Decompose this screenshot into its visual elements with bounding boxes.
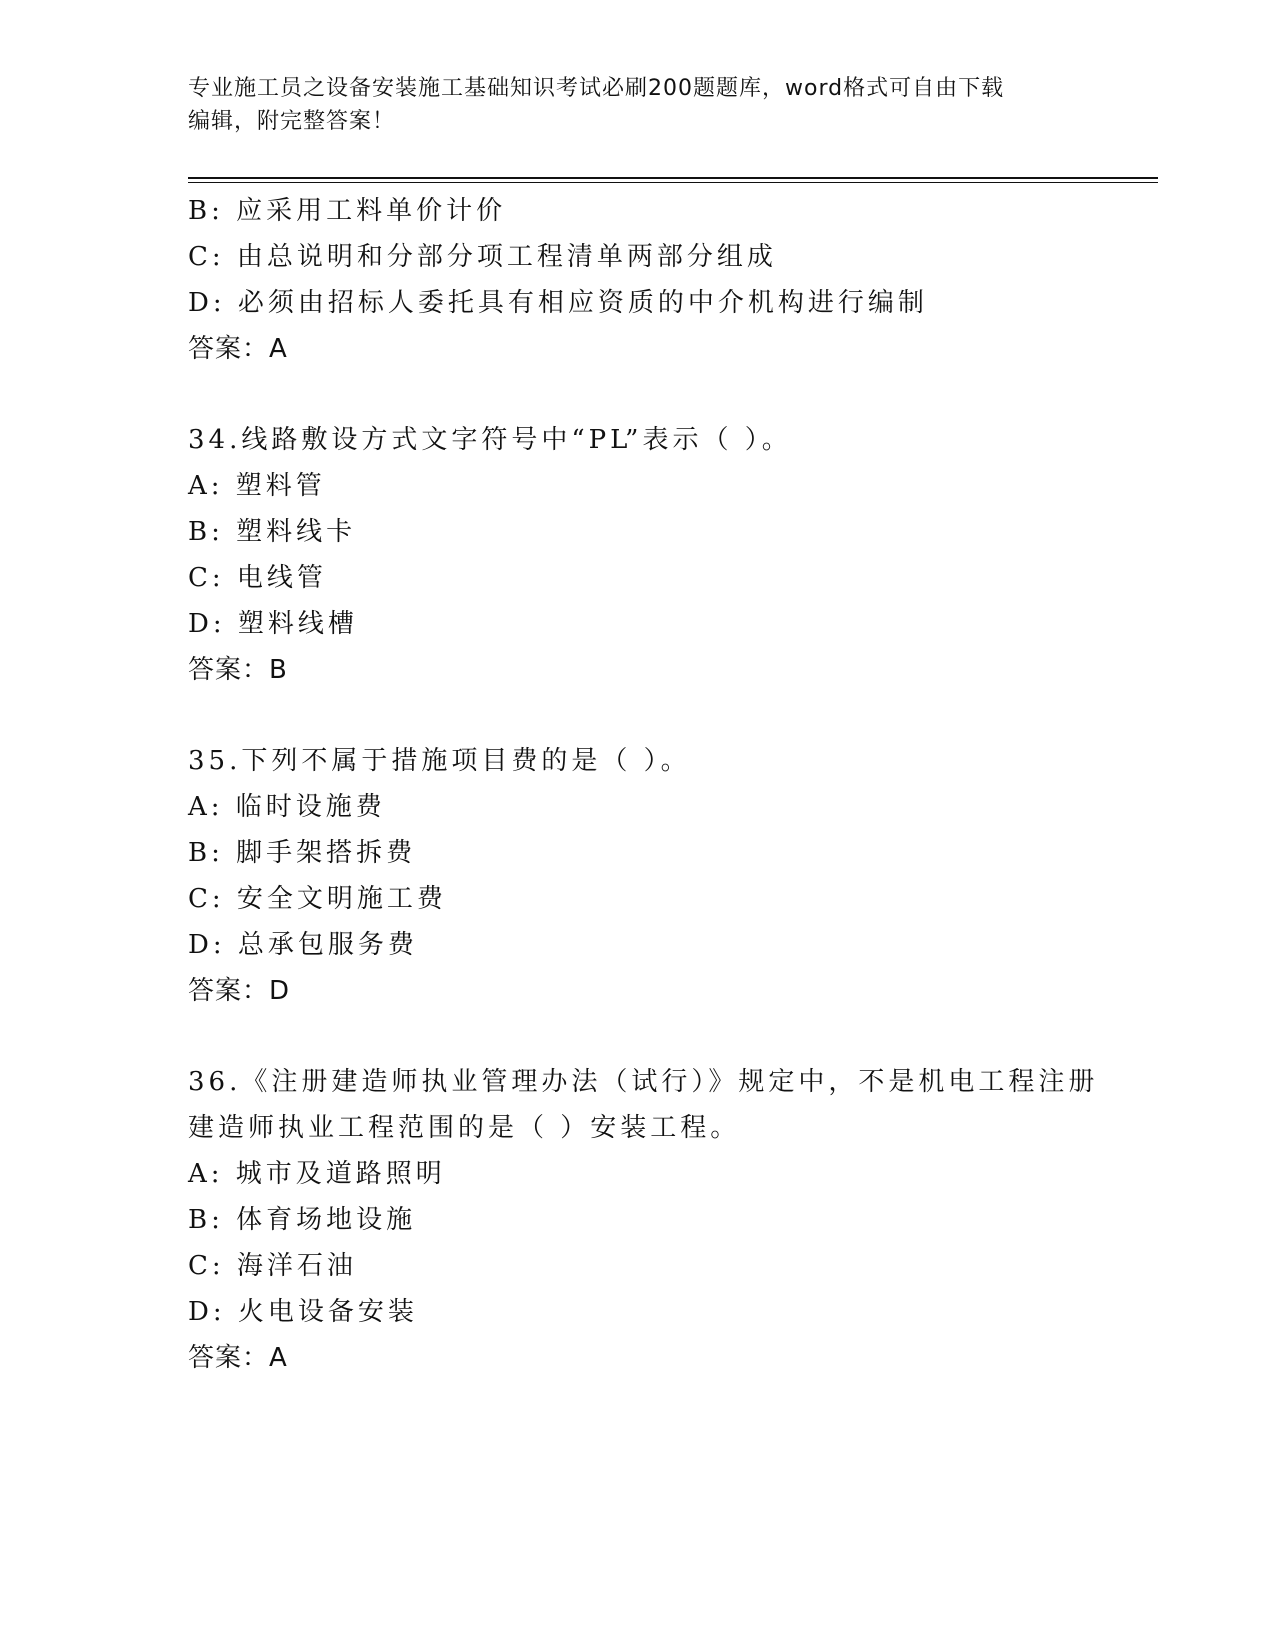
question-block-35	[188, 738, 1108, 1014]
question-list	[188, 188, 1108, 1381]
option-b: B: 脚手架搭拆费	[188, 838, 417, 868]
question-stem-line-1: 36.《注册建造师执业管理办法（试行）》规定中，不是机电工程注册	[188, 1067, 1099, 1097]
option-d: D: 总承包服务费	[188, 930, 418, 960]
option-a: A: 临时设施费	[188, 792, 386, 822]
option-b: B: 塑料线卡	[188, 517, 357, 547]
question-block-34	[188, 417, 1108, 693]
question-stem: 35.下列不属于措施项目费的是（ ）。	[188, 746, 691, 776]
question-stem: 34.线路敷设方式文字符号中“PL”表示（ ）。	[188, 425, 792, 455]
header-title-line-1: 专业施工员之设备安装施工基础知识考试必刷200题题库，word格式可自由下载	[188, 76, 1005, 101]
option-c: C: 电线管	[188, 563, 327, 593]
question-stem-line-2: 建造师执业工程范围的是（ ）安装工程。	[188, 1113, 741, 1143]
option-c: C: 安全文明施工费	[188, 884, 447, 914]
option-c: C: 海洋石油	[188, 1251, 357, 1281]
option-b: B: 应采用工料单价计价	[188, 196, 507, 226]
option-d: D: 塑料线槽	[188, 609, 358, 639]
option-d: D: 必须由招标人委托具有相应资质的中介机构进行编制	[188, 288, 928, 318]
question-block-33	[188, 188, 1108, 372]
option-a: A: 城市及道路照明	[188, 1159, 446, 1189]
answer-line: 答案：A	[188, 334, 288, 364]
header-divider-thick	[188, 177, 1158, 179]
option-d: D: 火电设备安装	[188, 1297, 418, 1327]
header-title-line-2: 编辑，附完整答案！	[188, 109, 396, 134]
header-divider-thin	[188, 182, 1158, 183]
option-c: C: 由总说明和分部分项工程清单两部分组成	[188, 242, 777, 272]
option-b: B: 体育场地设施	[188, 1205, 417, 1235]
answer-line: 答案：B	[188, 655, 288, 685]
question-block-36	[188, 1059, 1108, 1381]
document-header	[188, 72, 1068, 138]
answer-line: 答案：D	[188, 976, 291, 1006]
answer-line: 答案：A	[188, 1343, 288, 1373]
option-a: A: 塑料管	[188, 471, 326, 501]
